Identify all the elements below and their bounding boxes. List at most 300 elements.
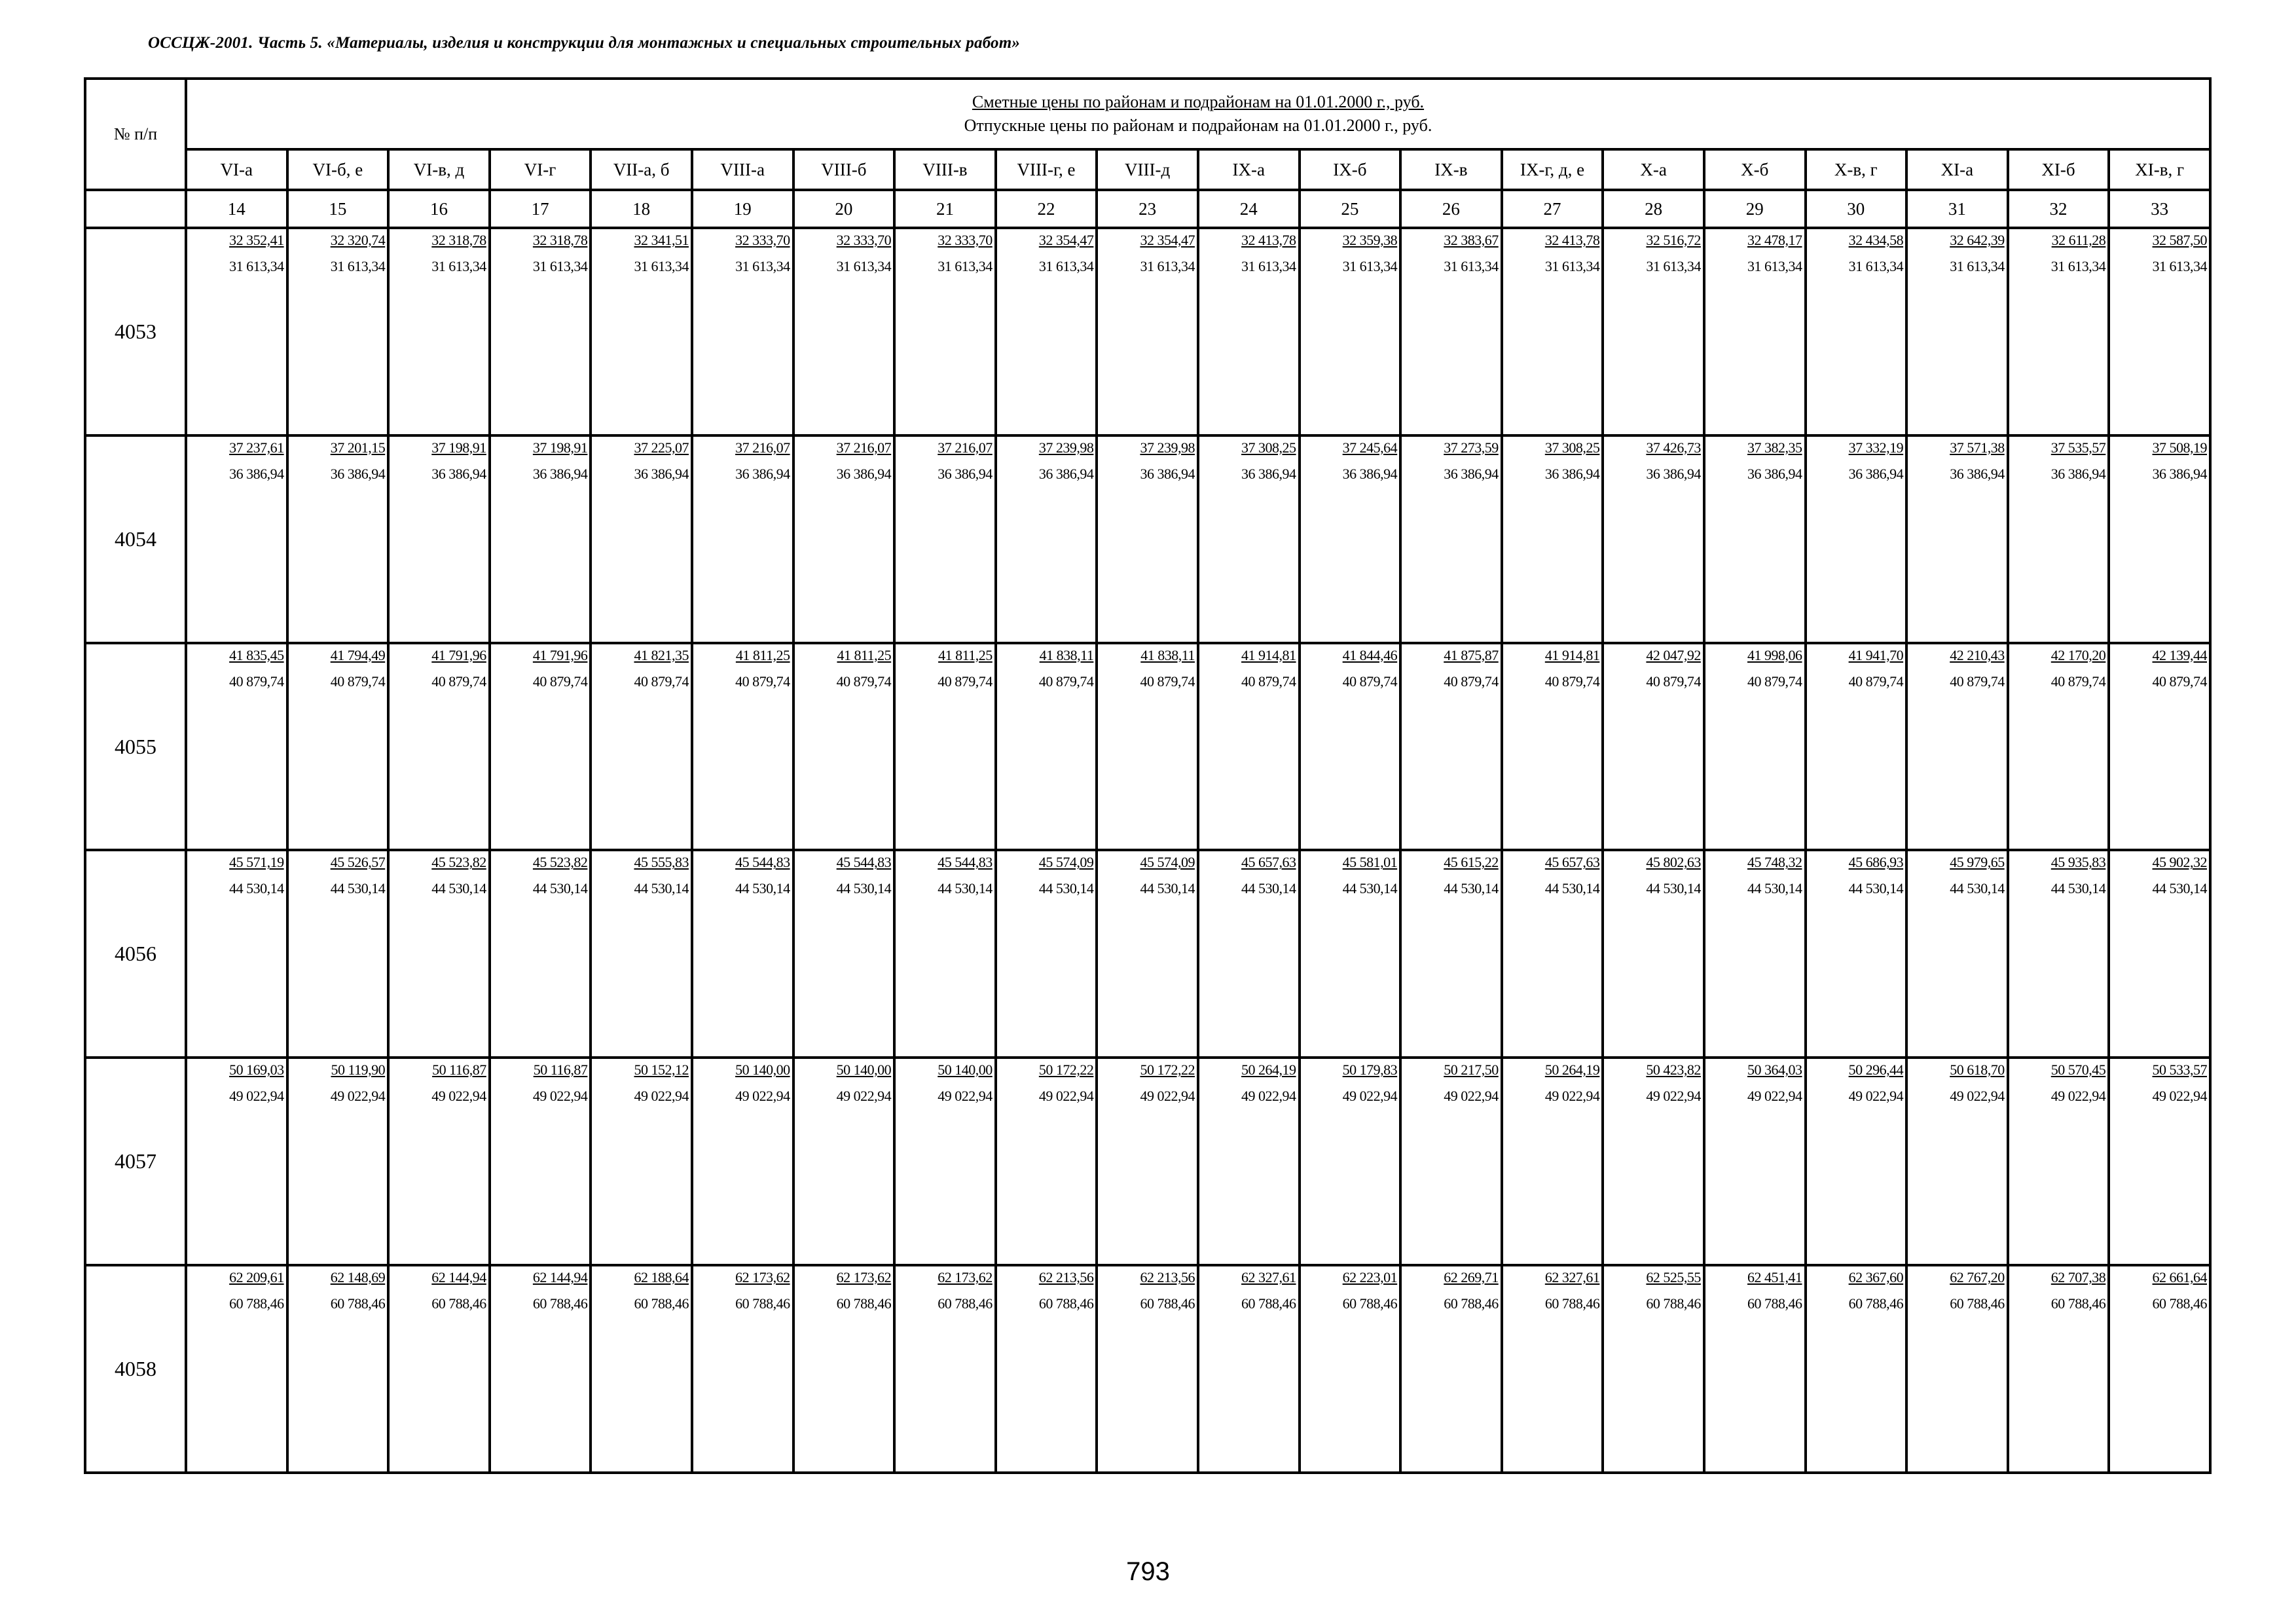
release-price: 60 788,46 bbox=[1950, 1295, 2005, 1312]
release-price: 40 879,74 bbox=[2152, 673, 2207, 690]
price-cell bbox=[287, 643, 389, 851]
release-price: 36 386,94 bbox=[938, 465, 993, 482]
price-cell bbox=[1400, 643, 1502, 851]
estimate-price: 32 478,17 bbox=[1747, 232, 1802, 248]
region-header: VII-а, б bbox=[591, 149, 692, 190]
release-price: 40 879,74 bbox=[431, 673, 486, 690]
estimate-price: 50 172,22 bbox=[1038, 1061, 1094, 1079]
price-cell bbox=[894, 1058, 996, 1265]
price-cell bbox=[1603, 228, 1704, 435]
release-price: 36 386,94 bbox=[1950, 465, 2005, 482]
release-price: 44 530,14 bbox=[634, 880, 689, 897]
price-cell bbox=[1400, 1058, 1502, 1265]
price-cell bbox=[2008, 435, 2109, 643]
estimate-price: 50 618,70 bbox=[1950, 1061, 2005, 1079]
price-cell bbox=[1806, 228, 1907, 435]
estimate-price: 32 318,78 bbox=[532, 232, 588, 248]
release-price: 44 530,14 bbox=[330, 880, 386, 897]
price-cell bbox=[591, 228, 692, 435]
price-cell bbox=[1806, 643, 1907, 851]
release-price: 44 530,14 bbox=[1848, 880, 1904, 897]
release-price: 60 788,46 bbox=[1140, 1295, 1195, 1312]
estimate-price: 62 213,56 bbox=[1140, 1269, 1195, 1286]
price-cell bbox=[186, 643, 287, 851]
release-price: 36 386,94 bbox=[330, 465, 386, 482]
release-price: 60 788,46 bbox=[836, 1295, 892, 1312]
release-price: 40 879,74 bbox=[1848, 673, 1904, 690]
price-cell bbox=[591, 1265, 692, 1473]
release-price: 60 788,46 bbox=[330, 1295, 386, 1312]
price-cell bbox=[1502, 1265, 1603, 1473]
price-cell bbox=[186, 228, 287, 435]
price-cell bbox=[2109, 850, 2210, 1058]
estimate-price: 45 686,93 bbox=[1848, 854, 1904, 871]
price-cell bbox=[287, 1265, 389, 1473]
release-price: 36 386,94 bbox=[2152, 465, 2207, 482]
estimate-price: 41 838,11 bbox=[1039, 646, 1094, 663]
release-price: 31 613,34 bbox=[330, 258, 386, 274]
table-row bbox=[85, 1265, 2210, 1473]
row-number: 4053 bbox=[85, 228, 186, 435]
estimate-price: 50 264,19 bbox=[1241, 1061, 1296, 1079]
price-cell bbox=[692, 435, 793, 643]
estimate-price: 32 413,78 bbox=[1544, 232, 1600, 248]
estimate-price: 37 239,98 bbox=[1140, 439, 1195, 456]
price-cell bbox=[1400, 1265, 1502, 1473]
release-price: 36 386,94 bbox=[2050, 465, 2106, 482]
estimate-price: 42 170,20 bbox=[2050, 646, 2106, 663]
release-price: 60 788,46 bbox=[532, 1295, 588, 1312]
estimate-price: 62 269,71 bbox=[1444, 1269, 1499, 1286]
release-price: 60 788,46 bbox=[634, 1295, 689, 1312]
column-number: 22 bbox=[996, 190, 1097, 228]
estimate-price: 41 914,81 bbox=[1241, 646, 1296, 663]
estimate-price: 50 119,90 bbox=[331, 1061, 386, 1079]
estimate-price: 62 327,61 bbox=[1241, 1269, 1296, 1286]
estimate-price: 50 533,57 bbox=[2152, 1061, 2207, 1079]
estimate-price: 41 794,49 bbox=[330, 646, 386, 663]
estimate-price: 62 209,61 bbox=[229, 1269, 284, 1286]
price-cell bbox=[1300, 1058, 1401, 1265]
release-price: 31 613,34 bbox=[1140, 258, 1195, 274]
estimate-price: 50 152,12 bbox=[634, 1061, 689, 1079]
estimate-price: 62 327,61 bbox=[1544, 1269, 1600, 1286]
estimate-price: 32 642,39 bbox=[1950, 232, 2005, 248]
release-price: 44 530,14 bbox=[1342, 880, 1398, 897]
price-cell bbox=[287, 435, 389, 643]
price-cell bbox=[1906, 228, 2008, 435]
region-header: VI-б, е bbox=[287, 149, 389, 190]
price-cell bbox=[388, 228, 490, 435]
price-cell bbox=[1704, 643, 1806, 851]
price-cell bbox=[287, 228, 389, 435]
estimate-price: 62 707,38 bbox=[2050, 1269, 2106, 1286]
estimate-price: 37 225,07 bbox=[634, 439, 689, 456]
estimate-price: 37 508,19 bbox=[2152, 439, 2207, 456]
estimate-price: 62 525,55 bbox=[1646, 1269, 1701, 1286]
price-cell bbox=[793, 643, 895, 851]
region-header: VIII-г, е bbox=[996, 149, 1097, 190]
release-price: 44 530,14 bbox=[1747, 880, 1802, 897]
release-price: 44 530,14 bbox=[1241, 880, 1296, 897]
release-price: 49 022,94 bbox=[634, 1088, 689, 1105]
estimate-price: 32 318,78 bbox=[431, 232, 486, 248]
price-cell bbox=[1806, 1058, 1907, 1265]
price-cell bbox=[1097, 643, 1198, 851]
price-cell bbox=[1300, 435, 1401, 643]
release-price: 44 530,14 bbox=[229, 880, 284, 897]
estimate-price: 37 216,07 bbox=[938, 439, 993, 456]
price-cell bbox=[1603, 643, 1704, 851]
release-price: 36 386,94 bbox=[1342, 465, 1398, 482]
price-cell bbox=[490, 850, 591, 1058]
release-price: 36 386,94 bbox=[1747, 465, 1802, 482]
region-header: X-б bbox=[1704, 149, 1806, 190]
estimate-price: 62 173,62 bbox=[735, 1269, 790, 1286]
price-cell bbox=[1603, 435, 1704, 643]
estimate-price: 32 516,72 bbox=[1646, 232, 1701, 248]
region-header: VI-г bbox=[490, 149, 591, 190]
estimate-price: 45 523,82 bbox=[431, 854, 486, 871]
release-price: 49 022,94 bbox=[1241, 1088, 1296, 1105]
region-header: X-а bbox=[1603, 149, 1704, 190]
region-header: XI-в, г bbox=[2109, 149, 2210, 190]
release-price: 36 386,94 bbox=[634, 465, 689, 482]
estimate-price: 32 354,47 bbox=[1140, 232, 1195, 248]
estimate-price: 62 173,62 bbox=[836, 1269, 892, 1286]
release-price: 36 386,94 bbox=[532, 465, 588, 482]
region-header: IX-в bbox=[1400, 149, 1502, 190]
release-price: 44 530,14 bbox=[431, 880, 486, 897]
estimate-price: 62 223,01 bbox=[1342, 1269, 1398, 1286]
estimate-price: 32 383,67 bbox=[1444, 232, 1499, 248]
price-cell bbox=[1198, 850, 1300, 1058]
price-cell bbox=[2008, 850, 2109, 1058]
row-number: 4055 bbox=[85, 643, 186, 851]
estimate-price: 62 767,20 bbox=[1950, 1269, 2005, 1286]
price-cell bbox=[1097, 228, 1198, 435]
estimate-price: 32 320,74 bbox=[330, 232, 386, 248]
column-number: 26 bbox=[1400, 190, 1502, 228]
release-price: 44 530,14 bbox=[938, 880, 993, 897]
release-price: 36 386,94 bbox=[836, 465, 892, 482]
release-price: 36 386,94 bbox=[1646, 465, 1701, 482]
release-price: 31 613,34 bbox=[1342, 258, 1398, 274]
price-cell bbox=[1906, 1265, 2008, 1473]
price-cell bbox=[1806, 850, 1907, 1058]
price-cell bbox=[287, 1058, 389, 1265]
price-cell bbox=[793, 435, 895, 643]
release-price: 36 386,94 bbox=[1544, 465, 1600, 482]
price-cell bbox=[388, 850, 490, 1058]
price-cell bbox=[692, 643, 793, 851]
price-cell bbox=[1400, 435, 1502, 643]
estimate-price: 37 571,38 bbox=[1950, 439, 2005, 456]
price-cell bbox=[287, 850, 389, 1058]
estimate-price: 50 423,82 bbox=[1646, 1061, 1701, 1079]
estimate-price: 42 047,92 bbox=[1646, 646, 1701, 663]
release-price: 36 386,94 bbox=[431, 465, 486, 482]
estimate-price: 50 570,45 bbox=[2050, 1061, 2106, 1079]
column-number-empty bbox=[85, 190, 186, 228]
release-price: 31 613,34 bbox=[1544, 258, 1600, 274]
price-cell bbox=[2008, 228, 2109, 435]
release-price: 49 022,94 bbox=[1848, 1088, 1904, 1105]
price-cell bbox=[2008, 643, 2109, 851]
estimate-price: 32 587,50 bbox=[2152, 232, 2207, 248]
estimate-price: 37 216,07 bbox=[836, 439, 892, 456]
region-header: VI-в, д bbox=[388, 149, 490, 190]
release-price: 44 530,14 bbox=[1646, 880, 1701, 897]
price-cell bbox=[388, 1265, 490, 1473]
price-cell bbox=[2109, 643, 2210, 851]
release-price: 49 022,94 bbox=[836, 1088, 892, 1105]
release-price: 31 613,34 bbox=[532, 258, 588, 274]
estimate-price: 32 341,51 bbox=[634, 232, 689, 248]
release-price: 49 022,94 bbox=[1544, 1088, 1600, 1105]
price-cell bbox=[388, 435, 490, 643]
price-cell bbox=[1400, 228, 1502, 435]
region-header: VIII-в bbox=[894, 149, 996, 190]
price-cell bbox=[1704, 850, 1806, 1058]
price-cell bbox=[2109, 435, 2210, 643]
region-header: XI-б bbox=[2008, 149, 2109, 190]
estimate-price: 41 821,35 bbox=[634, 646, 689, 663]
release-price: 60 788,46 bbox=[735, 1295, 790, 1312]
release-price: 49 022,94 bbox=[1950, 1088, 2005, 1105]
estimate-price: 50 169,03 bbox=[229, 1061, 284, 1079]
release-price: 36 386,94 bbox=[1241, 465, 1296, 482]
price-cell bbox=[2109, 1265, 2210, 1473]
price-cell bbox=[1502, 643, 1603, 851]
release-price: 36 386,94 bbox=[1038, 465, 1094, 482]
release-price: 40 879,74 bbox=[229, 673, 284, 690]
price-cell bbox=[1603, 1265, 1704, 1473]
price-cell bbox=[1300, 850, 1401, 1058]
estimate-price: 32 352,41 bbox=[229, 232, 284, 248]
price-cell bbox=[1704, 1265, 1806, 1473]
release-price: 60 788,46 bbox=[1038, 1295, 1094, 1312]
estimate-price: 41 811,25 bbox=[837, 646, 892, 663]
price-cell bbox=[894, 435, 996, 643]
estimate-price: 37 308,25 bbox=[1241, 439, 1296, 456]
column-number: 23 bbox=[1097, 190, 1198, 228]
column-number: 18 bbox=[591, 190, 692, 228]
estimate-price: 50 172,22 bbox=[1140, 1061, 1195, 1079]
column-number: 14 bbox=[186, 190, 287, 228]
table-caption bbox=[186, 79, 2210, 149]
price-cell bbox=[1300, 228, 1401, 435]
estimate-price: 37 245,64 bbox=[1342, 439, 1398, 456]
estimate-price: 62 144,94 bbox=[532, 1269, 588, 1286]
caption-release-prices: Отпускные цены по районам и подрайонам на 01.01.2000 г., руб. bbox=[964, 116, 1432, 135]
price-cell bbox=[186, 1265, 287, 1473]
estimate-price: 37 201,15 bbox=[330, 439, 386, 456]
price-cell bbox=[894, 228, 996, 435]
estimate-price: 37 216,07 bbox=[735, 439, 790, 456]
price-cell bbox=[996, 435, 1097, 643]
release-price: 49 022,94 bbox=[2152, 1088, 2207, 1105]
price-cell bbox=[1097, 1265, 1198, 1473]
column-number: 27 bbox=[1502, 190, 1603, 228]
release-price: 36 386,94 bbox=[1848, 465, 1904, 482]
estimate-price: 50 116,87 bbox=[533, 1061, 588, 1079]
release-price: 49 022,94 bbox=[1342, 1088, 1398, 1105]
estimate-price: 45 902,32 bbox=[2152, 854, 2207, 871]
price-cell bbox=[1906, 850, 2008, 1058]
price-cell bbox=[1603, 1058, 1704, 1265]
release-price: 60 788,46 bbox=[2050, 1295, 2106, 1312]
estimate-price: 41 791,96 bbox=[532, 646, 588, 663]
column-number: 21 bbox=[894, 190, 996, 228]
table-row bbox=[85, 1058, 2210, 1265]
estimate-price: 50 296,44 bbox=[1848, 1061, 1904, 1079]
price-cell bbox=[490, 643, 591, 851]
price-table bbox=[84, 77, 2212, 1474]
estimate-price: 32 333,70 bbox=[836, 232, 892, 248]
price-cell bbox=[692, 850, 793, 1058]
price-cell bbox=[1906, 643, 2008, 851]
release-price: 40 879,74 bbox=[1544, 673, 1600, 690]
release-price: 60 788,46 bbox=[1747, 1295, 1802, 1312]
estimate-price: 45 544,83 bbox=[938, 854, 993, 871]
estimate-price: 45 544,83 bbox=[836, 854, 892, 871]
price-cell bbox=[1198, 435, 1300, 643]
row-number: 4054 bbox=[85, 435, 186, 643]
table-row bbox=[85, 435, 2210, 643]
estimate-price: 37 382,35 bbox=[1747, 439, 1802, 456]
release-price: 40 879,74 bbox=[1241, 673, 1296, 690]
release-price: 31 613,34 bbox=[1241, 258, 1296, 274]
release-price: 60 788,46 bbox=[1848, 1295, 1904, 1312]
release-price: 49 022,94 bbox=[735, 1088, 790, 1105]
price-cell bbox=[388, 1058, 490, 1265]
release-price: 31 613,34 bbox=[938, 258, 993, 274]
table-header-row bbox=[85, 79, 2210, 149]
price-cell bbox=[1198, 1058, 1300, 1265]
price-cell bbox=[2109, 1058, 2210, 1265]
release-price: 40 879,74 bbox=[1747, 673, 1802, 690]
estimate-price: 41 838,11 bbox=[1140, 646, 1195, 663]
estimate-price: 50 116,87 bbox=[432, 1061, 486, 1079]
estimate-price: 41 811,25 bbox=[938, 646, 993, 663]
release-price: 36 386,94 bbox=[229, 465, 284, 482]
estimate-price: 32 413,78 bbox=[1241, 232, 1296, 248]
estimate-price: 45 526,57 bbox=[330, 854, 386, 871]
price-cell bbox=[186, 435, 287, 643]
release-price: 44 530,14 bbox=[1950, 880, 2005, 897]
price-cell bbox=[1906, 435, 2008, 643]
region-header: VI-а bbox=[186, 149, 287, 190]
estimate-price: 41 941,70 bbox=[1848, 646, 1904, 663]
estimate-price: 62 213,56 bbox=[1038, 1269, 1094, 1286]
release-price: 44 530,14 bbox=[1038, 880, 1094, 897]
estimate-price: 41 791,96 bbox=[431, 646, 486, 663]
estimate-price: 62 451,41 bbox=[1747, 1269, 1802, 1286]
release-price: 40 879,74 bbox=[532, 673, 588, 690]
estimate-price: 45 802,63 bbox=[1646, 854, 1701, 871]
estimate-price: 37 332,19 bbox=[1848, 439, 1904, 456]
estimate-price: 45 571,19 bbox=[229, 854, 284, 871]
release-price: 31 613,34 bbox=[2152, 258, 2207, 274]
release-price: 60 788,46 bbox=[431, 1295, 486, 1312]
estimate-price: 37 273,59 bbox=[1444, 439, 1499, 456]
price-cell bbox=[996, 228, 1097, 435]
price-cell bbox=[996, 1265, 1097, 1473]
price-cell bbox=[894, 1265, 996, 1473]
price-cell bbox=[692, 1265, 793, 1473]
estimate-price: 37 198,91 bbox=[532, 439, 588, 456]
price-cell bbox=[490, 228, 591, 435]
release-price: 36 386,94 bbox=[1140, 465, 1195, 482]
price-cell bbox=[591, 1058, 692, 1265]
region-header: X-в, г bbox=[1806, 149, 1907, 190]
running-title: ОССЦЖ-2001. Часть 5. «Материалы, изделия и конструкции для монтажных и специальных строительных работ» bbox=[148, 34, 1021, 52]
column-number: 33 bbox=[2109, 190, 2210, 228]
release-price: 49 022,94 bbox=[1140, 1088, 1195, 1105]
release-price: 44 530,14 bbox=[735, 880, 790, 897]
release-price: 31 613,34 bbox=[1747, 258, 1802, 274]
estimate-price: 62 148,69 bbox=[330, 1269, 386, 1286]
price-cell bbox=[1906, 1058, 2008, 1265]
region-header: IX-г, д, е bbox=[1502, 149, 1603, 190]
np-header: № п/п bbox=[85, 79, 186, 190]
column-number: 15 bbox=[287, 190, 389, 228]
price-cell bbox=[1502, 435, 1603, 643]
price-cell bbox=[1097, 850, 1198, 1058]
estimate-price: 45 581,01 bbox=[1342, 854, 1398, 871]
price-cell bbox=[996, 850, 1097, 1058]
estimate-price: 41 835,45 bbox=[229, 646, 284, 663]
estimate-price: 45 748,32 bbox=[1747, 854, 1802, 871]
release-price: 49 022,94 bbox=[229, 1088, 284, 1105]
release-price: 31 613,34 bbox=[836, 258, 892, 274]
price-cell bbox=[1198, 1265, 1300, 1473]
table-row bbox=[85, 228, 2210, 435]
price-cell bbox=[591, 643, 692, 851]
price-cell bbox=[793, 850, 895, 1058]
estimate-price: 50 217,50 bbox=[1444, 1061, 1499, 1079]
price-cell bbox=[186, 850, 287, 1058]
price-cell bbox=[1806, 1265, 1907, 1473]
column-number: 32 bbox=[2008, 190, 2109, 228]
release-price: 36 386,94 bbox=[735, 465, 790, 482]
estimate-price: 50 140,00 bbox=[735, 1061, 790, 1079]
estimate-price: 62 188,64 bbox=[634, 1269, 689, 1286]
row-number: 4058 bbox=[85, 1265, 186, 1473]
estimate-price: 42 139,44 bbox=[2152, 646, 2207, 663]
estimate-price: 62 661,64 bbox=[2152, 1269, 2207, 1286]
estimate-price: 50 364,03 bbox=[1747, 1061, 1802, 1079]
price-cell bbox=[490, 1265, 591, 1473]
region-header: VIII-б bbox=[793, 149, 895, 190]
release-price: 40 879,74 bbox=[1140, 673, 1195, 690]
release-price: 31 613,34 bbox=[735, 258, 790, 274]
price-cell bbox=[2109, 228, 2210, 435]
release-price: 40 879,74 bbox=[1444, 673, 1499, 690]
release-price: 44 530,14 bbox=[836, 880, 892, 897]
price-cell bbox=[1400, 850, 1502, 1058]
release-price: 44 530,14 bbox=[1140, 880, 1195, 897]
release-price: 49 022,94 bbox=[1444, 1088, 1499, 1105]
release-price: 31 613,34 bbox=[2050, 258, 2106, 274]
estimate-price: 37 239,98 bbox=[1038, 439, 1094, 456]
estimate-price: 50 179,83 bbox=[1342, 1061, 1398, 1079]
price-cell bbox=[388, 643, 490, 851]
release-price: 44 530,14 bbox=[532, 880, 588, 897]
estimate-price: 41 844,46 bbox=[1342, 646, 1398, 663]
release-price: 31 613,34 bbox=[1950, 258, 2005, 274]
